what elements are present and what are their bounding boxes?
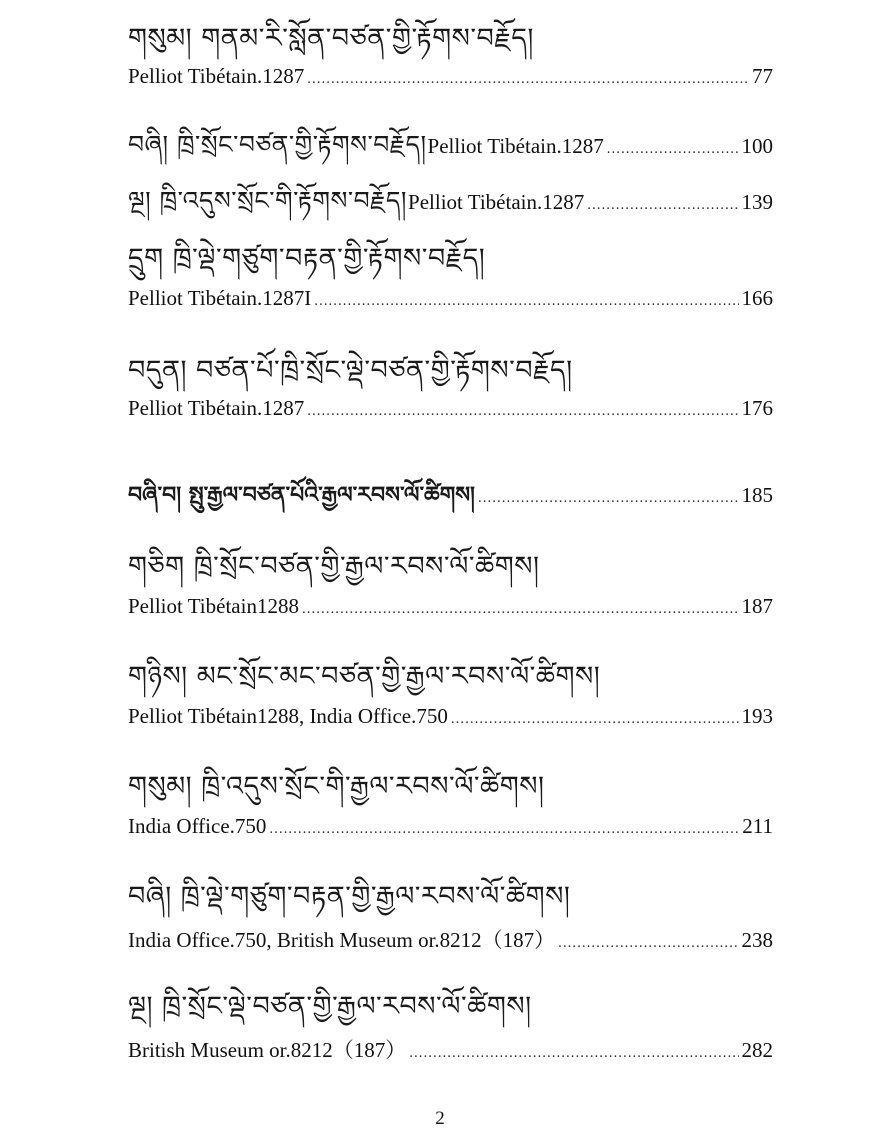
toc-entry[interactable] — [128, 594, 773, 619]
toc-heading-text: གསུམ། ཁྲི་འདུས་སྲོང་གི་རྒྱལ་རབས་ལོ་ཚིགས། — [128, 771, 545, 802]
dot-leader — [302, 601, 739, 618]
toc-source: Pelliot Tibétain.1287 — [128, 396, 305, 420]
dot-leader — [269, 821, 739, 838]
toc-heading-text: བཞི། ཁྲི་ལྡེ་གཙུག་བརྟན་གྱི་རྒྱལ་རབས་ལོ་ཚིགས། — [128, 881, 571, 912]
toc-entry[interactable] — [128, 924, 773, 954]
dot-leader — [314, 293, 738, 310]
dot-leader — [587, 197, 738, 214]
toc-entry[interactable] — [128, 396, 773, 421]
toc-source: India Office.750, British Museum or.8212（187） — [128, 928, 556, 952]
dot-leader — [307, 71, 749, 88]
toc-entry[interactable] — [128, 814, 773, 839]
page-number-footer: 2 — [435, 1108, 445, 1129]
toc-page-number: 100 — [741, 134, 773, 158]
toc-page-number: 238 — [741, 928, 773, 952]
toc-heading-text: དྲུག ཁྲི་ལྡེ་གཙུག་བརྟན་གྱི་རྟོགས་བརྗོད། — [128, 243, 486, 274]
toc-heading-text: ལྔ། ཁྲི་སྲོང་ལྡེ་བཙན་གྱི་རྒྱལ་རབས་ལོ་ཚིགས། — [128, 991, 532, 1022]
toc-page-number: 193 — [741, 704, 773, 728]
dot-leader — [607, 141, 739, 158]
toc-heading-text: གཉིས། མང་སྲོང་མང་བཙན་གྱི་རྒྱལ་རབས་ལོ་ཚིགས། — [128, 661, 601, 692]
toc-source: Pelliot Tibétain.1287 — [128, 64, 305, 88]
toc-source: India Office.750 — [128, 814, 267, 838]
toc-source: Pelliot Tibétain1288 — [128, 594, 299, 618]
toc-source: Pelliot Tibétain.1287I — [128, 286, 312, 310]
toc-entry[interactable] — [128, 1034, 773, 1064]
toc-page-number: 211 — [742, 814, 773, 838]
toc-heading-text: བཞི། ཁྲི་སྲོང་བཙན་གྱི་རྟོགས་བརྗོད། — [128, 130, 427, 159]
toc-chapter-entry[interactable] — [128, 470, 773, 532]
toc-page-number: 187 — [741, 594, 773, 618]
toc-chapter-title: བཞི་བ། སྤུ་རྒྱལ་བཙན་པོའི་རྒྱལ་རབས་ལོ་ཚིགས། — [128, 483, 475, 508]
toc-page-number: 185 — [741, 483, 773, 507]
toc-heading-text: ལྔ། ཁྲི་འདུས་སྲོང་གི་རྟོགས་བརྗོད། — [128, 186, 407, 215]
toc-entry[interactable] — [128, 64, 773, 89]
toc-source: Pelliot Tibétain1288, India Office.750 — [128, 704, 448, 728]
toc-source: Pelliot Tibétain.1287 — [408, 190, 585, 214]
toc-entry[interactable] — [128, 286, 773, 311]
toc-page-number: 77 — [752, 64, 773, 88]
toc-heading-text: བདུན། བཙན་པོ་ཁྲི་སྲོང་ལྡེ་བཙན་གྱི་རྟོགས་བརྗོད། — [128, 355, 573, 386]
toc-heading-text: གཅིག ཁྲི་སྲོང་བཙན་གྱི་རྒྱལ་རབས་ལོ་ཚིགས། — [128, 551, 540, 582]
toc-page-number: 139 — [741, 190, 773, 214]
dot-leader — [451, 711, 739, 728]
toc-source: Pelliot Tibétain.1287 — [427, 134, 604, 158]
dot-leader — [409, 1045, 738, 1062]
toc-heading-text: གསུམ། གནམ་རི་སློན་བཙན་གྱི་རྟོགས་བརྗོད། — [128, 23, 534, 54]
toc-source: British Museum or.8212（187） — [128, 1038, 407, 1062]
toc-entry[interactable] — [128, 704, 773, 729]
dot-leader — [478, 490, 739, 507]
dot-leader — [307, 403, 738, 420]
dot-leader — [558, 935, 738, 952]
toc-page-number: 166 — [741, 286, 773, 310]
toc-page-number: 176 — [741, 396, 773, 420]
toc-page-number: 282 — [741, 1038, 773, 1062]
